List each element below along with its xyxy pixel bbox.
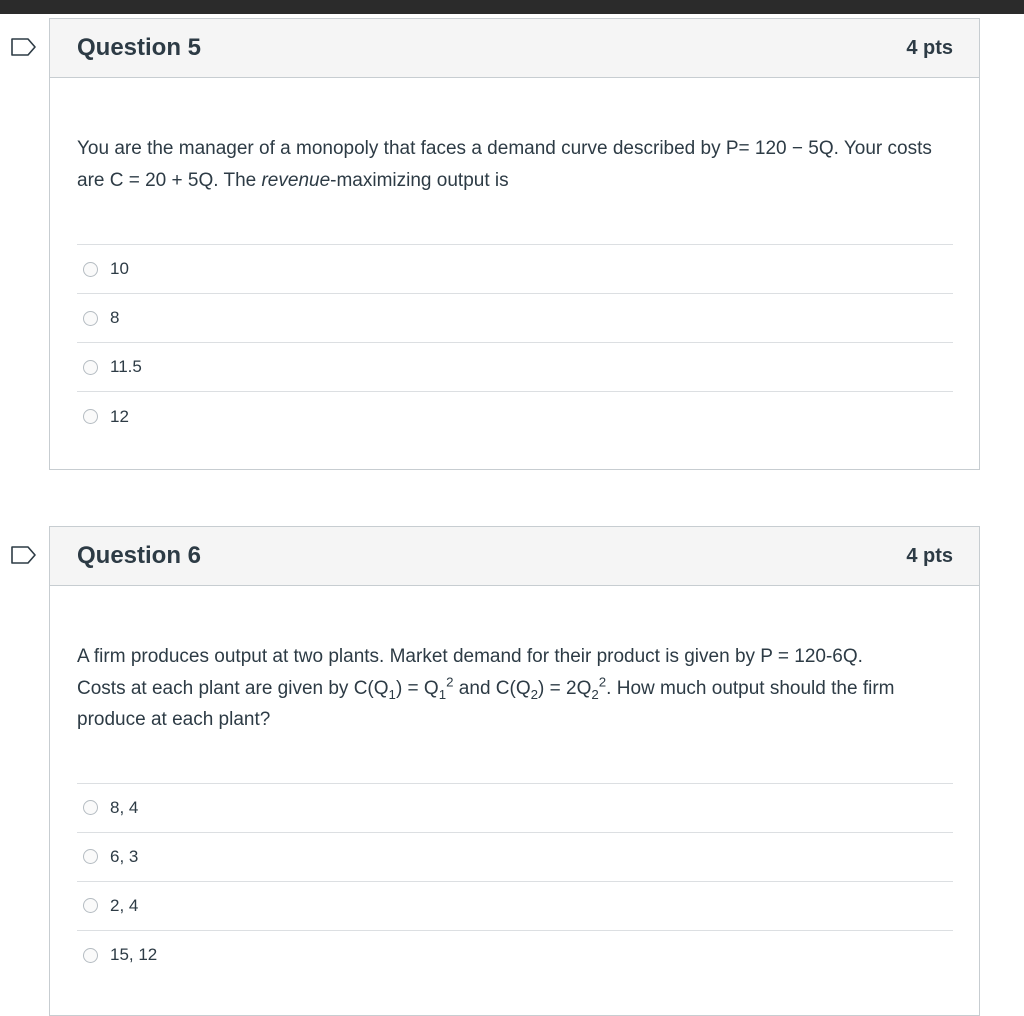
answer-label: 10 [110,259,129,278]
question-points: 4 pts [906,544,953,567]
radio-button[interactable] [83,311,98,326]
answer-list [77,783,953,980]
answer-option[interactable] [77,882,953,931]
answer-label: 12 [110,406,129,426]
answer-label: 15, 12 [110,945,158,964]
answer-option[interactable] [77,392,953,441]
answer-list [77,244,953,441]
question-body [50,586,979,980]
answer-label: 8 [110,308,120,327]
question-6 [49,526,980,1016]
answer-label: 6, 3 [110,846,139,866]
radio-button[interactable] [83,898,98,913]
question-header [50,527,979,586]
radio-button[interactable] [83,409,98,424]
radio-button[interactable] [83,360,98,375]
question-5 [49,18,980,470]
question-header [50,19,979,78]
answer-option[interactable] [77,294,953,343]
question-points: 4 pts [906,36,953,59]
answer-option[interactable] [77,343,953,392]
answer-label: 2, 4 [110,895,139,915]
question-text: You are the manager of a monopoly that faces a demand curve described by P= 120 − 5Q. Your costs are C = 20 + 5Q. The revenue-maximizing output is [77,138,932,191]
answer-option[interactable] [77,931,953,980]
question-text: A firm produces output at two plants. Market demand for their product is given by P = 120-6Q. Costs at each plant are given by $C(Q_1) = Q_1^2$ and $C(Q_2) = 2Q_2^2$. How much output should the firm produce at each plant? [77,646,895,730]
question-title: Question 6 [77,542,202,569]
answer-label: 11.5 [110,357,142,376]
radio-button[interactable] [83,800,98,815]
answer-option[interactable] [77,784,953,833]
radio-button[interactable] [83,948,98,963]
answer-option[interactable] [77,833,953,882]
radio-button[interactable] [83,849,98,864]
answer-label: 8, 4 [110,797,139,817]
answer-option[interactable] [77,245,953,294]
question-title: Question 5 [77,34,202,61]
flag-question-icon[interactable] [11,38,37,56]
question-body [50,78,979,441]
window-top-bar [0,0,1024,14]
radio-button[interactable] [83,262,98,277]
flag-question-icon[interactable] [11,546,37,564]
